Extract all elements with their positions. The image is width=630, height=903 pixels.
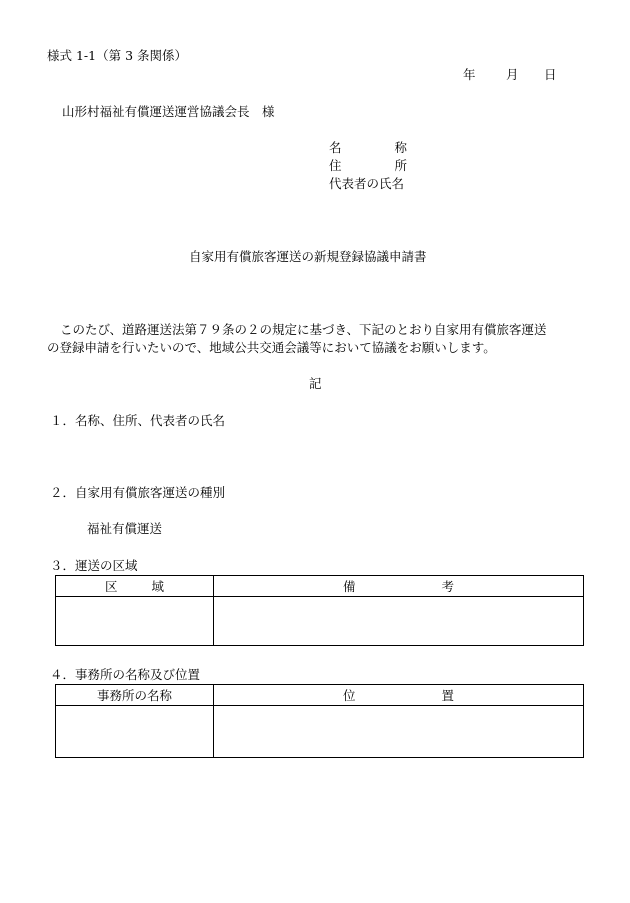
area-table-header — [56, 576, 584, 597]
office-name-column-header: 事務所の名称 — [56, 685, 214, 706]
applicant-name-label: 名 称 — [329, 140, 407, 155]
form-number: 様式 1-1（第 3 条関係） — [47, 48, 188, 63]
body-line-1: このたび、道路運送法第７９条の２の規定に基づき、下記のとおり自家用有償旅客運送 — [60, 322, 547, 337]
body-line-2: の登録申請を行いたいので、地域公共交通会議等において協議をお願いします。 — [47, 340, 496, 355]
location-cell[interactable] — [214, 706, 584, 758]
ki-heading: 記 — [309, 376, 322, 391]
location-column-header: 位 置 — [214, 685, 584, 706]
section-3-heading: ３．運送の区域 — [50, 558, 138, 573]
applicant-representative-label: 代表者の氏名 — [329, 176, 405, 191]
area-table-row — [56, 597, 584, 646]
office-name-cell[interactable] — [56, 706, 214, 758]
date-day: 日 — [544, 67, 557, 82]
office-table-header — [56, 685, 584, 706]
applicant-address-label: 住 所 — [329, 158, 407, 173]
office-table-row — [56, 706, 584, 758]
section-2-heading: ２．自家用有償旅客運送の種別 — [50, 485, 226, 500]
area-column-header: 区 域 — [56, 576, 214, 597]
remarks-cell[interactable] — [214, 597, 584, 646]
date-month: 月 — [506, 67, 519, 82]
section-2-value: 福祉有償運送 — [87, 521, 163, 536]
area-table — [55, 575, 584, 646]
office-table — [55, 684, 584, 758]
remarks-column-header: 備 考 — [214, 576, 584, 597]
section-4-heading: ４．事務所の名称及び位置 — [50, 667, 201, 682]
date-year: 年 — [463, 67, 476, 82]
document-title: 自家用有償旅客運送の新規登録協議申請書 — [189, 249, 427, 264]
section-1-heading: １．名称、住所、代表者の氏名 — [50, 413, 226, 428]
area-cell[interactable] — [56, 597, 214, 646]
addressee: 山形村福祉有償運送運営協議会長 様 — [62, 104, 275, 119]
